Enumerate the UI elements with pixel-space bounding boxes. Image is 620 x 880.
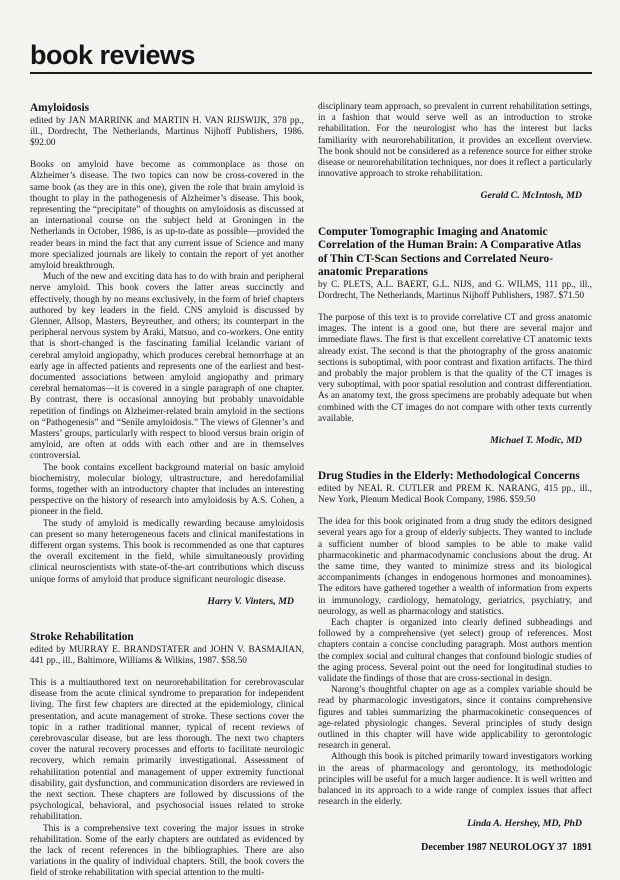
review-paragraph: The study of amyloid is medically rewarding because amyloidosis can present so many heterogeneous facets and clinical manifestations in different organ systems. This book is recommended as one that captures the overall excitement in the field, while simultaneously providing clinical neuroscientists with state-of-the-art contributions which discuss unique forms of amyloid that produce significant neurologic disease. <box>30 518 304 585</box>
review-byline: edited by JAN MARRINK and MARTIN H. VAN RIJSWIJK, 378 pp., ill., Dordrecht, The Netherlands, Martinus Nijhoff Publishers, 1986. $92.00 <box>30 115 304 148</box>
review-paragraph: The purpose of this text is to provide correlative CT and gross anatomic images. The intent is a good one, but there are several major and immediate flaws. The first is that excellent correlative CT anatomic texts already exist. The second is that the photography of the gross anatomic sections is suboptimal, with poor contrast and fixation artifacts. The third and probably the major problem is that the quality of the CT images is very suboptimal, with poor spatial resolution and contrast differentiation. As an anatomy text, the gross specimens are probably adequate but when combined with the CT images do not compare with other texts currently available. <box>318 313 592 424</box>
journal-footer: December 1987 NEUROLOGY 37 1891 <box>421 841 592 853</box>
review-title: Drug Studies in the Elderly: Methodological Concerns <box>318 470 580 483</box>
review-byline: edited by NEAL R. CUTLER and PREM K. NARANG, 415 pp., ill., New York, Plenum Medical Book Company, 1986. $59.50 <box>318 483 592 505</box>
review-stroke-continuation <box>318 102 592 202</box>
left-column <box>30 102 304 880</box>
review-amyloidosis <box>30 102 304 607</box>
page-header <box>30 40 592 74</box>
review-paragraph: Narong’s thoughtful chapter on age as a complex variable should be read by pharmacologic investigators, since it contains comprehensive figures and tables summarizing the pharmacokinetic consequences of age-related physiologic changes. Several principles of study design outlined in this chapter will have wide applicability to gerontologic research in general. <box>318 685 592 752</box>
review-paragraph: Although this book is pitched primarily toward investigators working in the areas of pharmacology and gerontology, its methodologic principles will be useful for a much larger audience. It is well written and balanced in its approach to a wide range of complex issues that affect research in the elderly. <box>318 752 592 808</box>
review-paragraph: Books on amyloid have become as commonplace as those on Alzheimer’s disease. The two topics can now be cross-covered in the same book (as they are in this one), given the role that brain amyloid is thought to play in the pathogenesis of Alzheimer’s disease. This book, representing the “precipitate” of thoughts on amyloidosis as discussed at an international course on the subject held at Groningen in the Netherlands in October, 1986, is as up-to-date as possible—provided the reader bears in mind the fact that any current issue of Science and many more specialized journals are likely to contain the report of yet another amyloid breakthrough. <box>30 160 304 271</box>
reviewer-signature: Gerald C. McIntosh, MD <box>480 190 582 202</box>
header-rule <box>30 72 592 74</box>
review-stroke-rehabilitation <box>30 631 304 880</box>
review-paragraph: The idea for this book originated from a drug study the editors designed several years ago for a group of elderly subjects. They wanted to include a sufficient number of blood samples to be able to make valid pharmacokinetic and pharmacodynamic conclusions about the drug. At the same time, they wanted to minimize stress and its biological accompaniments (changes in endogenous hormones and monoamines). The editors have gathered together a wealth of information from experts in immunology, cardiology, hematology, geriatrics, psychiatry, and neurology, as well as pharmacology and statistics. <box>318 517 592 617</box>
right-column <box>318 102 592 880</box>
reviewer-signature: Michael T. Modic, MD <box>490 435 582 447</box>
review-drug-studies <box>318 470 592 829</box>
review-paragraph: Each chapter is organized into clearly defined subheadings and followed by a comprehensive (yet select) group of references. Most chapters contain a concise concluding paragraph. Most authors mention the complex social and cultural changes that confound biologic studies of the aging process. Several point out the need for longitudinal studies to validate the findings of those that are cross-sectional in design. <box>318 618 592 685</box>
review-byline: edited by MURRAY E. BRANDSTATER and JOHN V. BASMAJIAN, 441 pp., ill., Baltimore, Williams & Wilkins, 1987. $58.50 <box>30 644 304 666</box>
review-title: Amyloidosis <box>30 102 90 114</box>
reviewer-signature: Harry V. Vinters, MD <box>207 595 294 607</box>
two-column-layout <box>30 102 592 880</box>
review-title: Stroke Rehabilitation <box>30 631 134 644</box>
review-paragraph-continued: disciplinary team approach, so prevalent in current rehabilitation settings, in a fashion that would serve well as an introduction to stroke rehabilitation. For the neurologist who has the interest but lacks familiarity with neurorehabilitation, it provides an excellent overview. The book should not be considered as a reference source for either stroke disease or neurorehabilitation techniques, nor does it reflect a particularly innovative approach to stroke rehabilitation. <box>318 102 592 180</box>
review-title: Computer Tomographic Imaging and Anatomic Correlation of the Human Brain: A Comparative Atlas of Thin CT-Scan Sections and Correlated Neuro-anatomic Preparations <box>318 225 582 279</box>
review-ct-atlas <box>318 226 592 447</box>
review-byline: by C. PLETS, A.L. BAERT, G.L. NIJS, and G. WILMS, 111 pp., ill., Dordrecht, The Netherlands, Martinus Nijhoff Publishers, 1987. $71.50 <box>318 279 592 301</box>
review-paragraph: This is a multiauthored text on neurorehabilitation for cerebrovascular disease from the acute clinical syndrome to preparation for independent living. The first few chapters are directed at the epidemiology, clinical presentation, and acute management of stroke. These sections cover the topic in a rather traditional manner, typical of recent reviews of cerebrovascular disease, but are less thorough. The next two chapters cover the natural recovery processes and efforts to facilitate neurologic recovery, which remain primarily investigational. Assessment of rehabilitation potential and management of upper extremity functional disability, gait dysfunction, and communication disorders are reviewed in the next section. These chapters are followed by discussions of the psychological, behavioral, and psychosocial issues related to stroke rehabilitation. <box>30 677 304 823</box>
page-title: book reviews <box>30 40 196 70</box>
reviewer-signature: Linda A. Hershey, MD, PhD <box>467 818 582 830</box>
review-paragraph: This is a comprehensive text covering the major issues in stroke rehabilitation. Some of the early chapters are outdated as evidenced by the lack of recent references in the bibliographies. There are also variations in the quality of individual chapters. Still, the book covers the field of stroke rehabilitation with special attention to the multi- <box>30 823 304 879</box>
review-paragraph: Much of the new and exciting data has to do with brain and peripheral nerve amyloid. This book covers the latter areas succinctly and effectively, though by no means exclusively, in the form of brief chapters authored by key leaders in the field. CNS amyloid is discussed by Glenner, Allsop, Masters, Beyreuther, and others; its counterpart in the peripheral nervous system by Araki, Matsuo, and co-workers. One entity that is short-changed is the fascinating familial Icelandic variant of cerebral amyloid angiopathy, which produces cerebral hemorrhage at an early age in affected patients and represents one of the earliest and best-documented associations between amyloid angiopathy and primary cerebral hematomas—it is covered in a single paragraph of one chapter. By contrast, there is occasional annoying but probably unavoidable repetition of findings on Alzheimer-related brain amyloid in the sections on “Pathogenesis” and “Senile amyloidosis.” The views of Glenner’s and Masters’ groups, particularly with respect to blood versus brain origin of amyloid, are often at odds with each other and are in themselves controversial. <box>30 272 305 462</box>
review-paragraph: The book contains excellent background material on basic amyloid biochemistry, molecular biology, ultrastructure, and heredofamilial forms, together with an introductory chapter that includes an interesting perspective on the history of research into amyloidosis by A.S. Cohen, a pioneer in the field. <box>30 462 304 518</box>
